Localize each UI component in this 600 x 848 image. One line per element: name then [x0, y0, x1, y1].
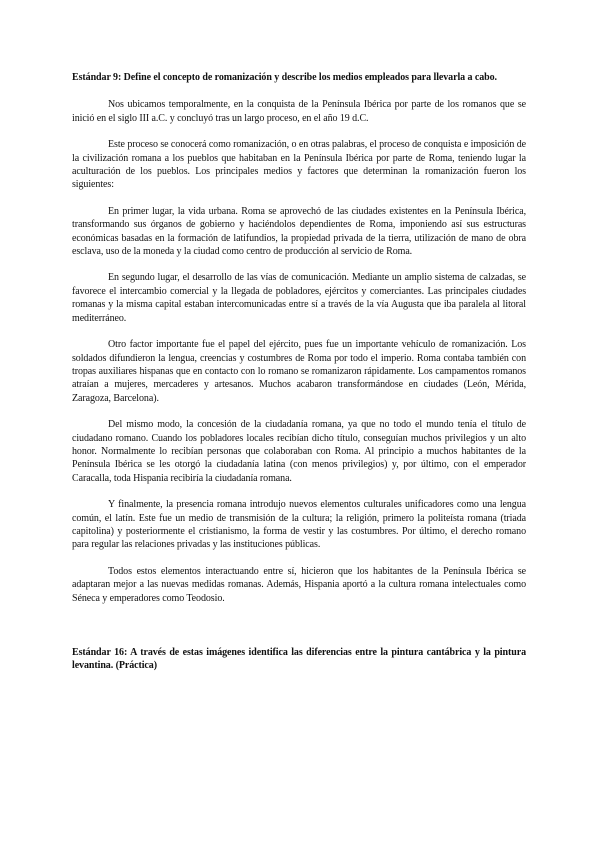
- paragraph-vias-comunicacion: En segundo lugar, el desarrollo de las vías de comunicación. Mediante un amplio sistema de calzadas, se favorece el intercambio comercial y la llegada de pobladores, ejércitos y comerciantes. Las principales ciudades romanas y la misma capital estaban intercomunicadas entre sí a través de la vía Augusta que iba paralela al litoral mediterráneo.: [72, 272, 526, 324]
- paragraph-vida-urbana: En primer lugar, la vida urbana. Roma se aprovechó de las ciudades existentes en la Península Ibérica, transformando sus órganos de gobierno y haciéndolos dependientes de Roma, imponiendo así sus estructuras económicas basadas en la formación de latifundios, la propiedad privada de la tierra, utilización de mano de obra esclava, uso de la moneda y la ciudad como centro de producción al servicio de Roma.: [72, 205, 526, 258]
- paragraph-ejercito: Otro factor importante fue el papel del ejército, pues fue un importante vehículo de romanización. Los soldados difundieron la lengua, creencias y costumbres de Roma por todo el imperio. Roma contaba también con tropas auxiliares hispanas que en contacto con lo romano se romanizaron rápidamente. Los campamentos romanos atraían a mujeres, mercaderes y artesanos. Muchos acabaron transformándose en ciudades (León, Mérida, Zaragoza, Barcelona).: [72, 339, 526, 404]
- section-heading-estandar-9: Estándar 9: Define el concepto de romanización y describe los medios empleados para llevarla a cabo.: [72, 72, 497, 83]
- document-content: [72, 71, 526, 673]
- paragraph-definition: Este proceso se conocerá como romanización, o en otras palabras, el proceso de conquista e imposición de la civilización romana a los pueblos que habitaban en la Península Ibérica por parte de Roma, teniendo lugar la aculturación de los pueblos. Los principales medios y factores que determinan la romanización fueron los siguientes:: [72, 139, 526, 191]
- paragraph-elementos-culturales: Y finalmente, la presencia romana introdujo nuevos elementos culturales unificadores como una lengua común, el latín. Este fue un medio de transmisión de la cultura; la religión, primero la politeísta romana (triada capitolina) y posteriormente el cristianismo, la forma de vestir y las costumbres. Por último, el derecho romano para regular las relaciones privadas y las instituciones públicas.: [72, 499, 526, 551]
- paragraph-conclusion: Todos estos elementos interactuando entre sí, hicieron que los habitantes de la Península Ibérica se adaptaran mejor a las nuevas medidas romanas. Además, Hispania aportó a la cultura romana intelectuales como Séneca y emperadores como Teodosio.: [72, 565, 526, 604]
- paragraph-ciudadania: Del mismo modo, la concesión de la ciudadanía romana, ya que no todo el mundo tenía el título de ciudadano romano. Cuando los pobladores locales recibían dicho título, conseguían muchos privilegios y un alto honor. Normalmente lo recibían personas que colaboraban con Roma. Al principio a muchos habitantes de la Península Ibérica se les otorgó la ciudadanía latina (con menos privilegios) y, por último, con el emperador Caracalla, toda Hispania recibiría la ciudadanía romana.: [72, 419, 526, 484]
- section-heading-estandar-16: Estándar 16: A través de estas imágenes identifica las diferencias entre la pintura cantábrica y la pintura levantina. (Práctica): [72, 647, 526, 672]
- paragraph-intro: Nos ubicamos temporalmente, en la conquista de la Península Ibérica por parte de los romanos que se inició en el siglo III a.C. y concluyó tras un largo proceso, en el año 19 d.C.: [72, 99, 526, 124]
